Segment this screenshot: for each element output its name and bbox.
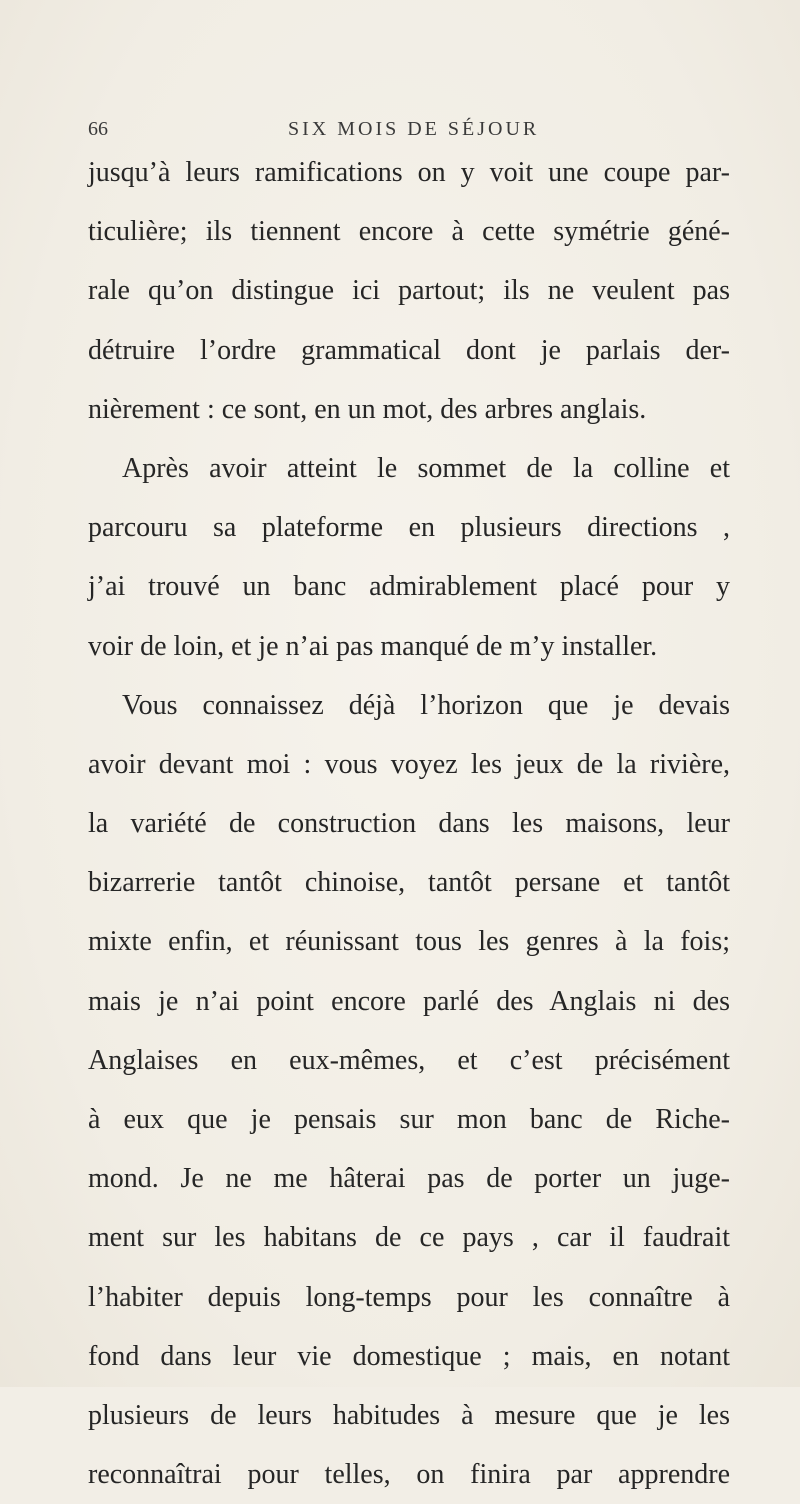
text-line: fond dans leur vie domestique ; mais, en notant (88, 1340, 730, 1372)
text-line: la variété de construction dans les maisons, leur (88, 808, 730, 840)
body-text (0, 143, 800, 1504)
text-line: à eux que je pensais sur mon banc de Riche- (88, 1104, 730, 1135)
text-line: jusqu’à leurs ramifications on y voit une coupe par- (88, 157, 730, 188)
text-line: ment sur les habitans de ce pays , car il faudrait (88, 1222, 730, 1254)
text-line: détruire l’ordre grammatical dont je parlais der- (88, 334, 730, 366)
text-line: reconnaîtrai pour telles, on finira par apprendre (88, 1459, 730, 1491)
text-line: rale qu’on distingue ici partout; ils ne veulent pas (88, 275, 730, 307)
text-line: bizarrerie tantôt chinoise, tantôt persane et tantôt (88, 867, 730, 899)
text-line: avoir devant moi : vous voyez les jeux de la rivière, (88, 748, 730, 780)
text-line: l’habiter depuis long-temps pour les connaître à (88, 1281, 730, 1313)
text-line: parcouru sa plateforme en plusieurs directions , (88, 512, 730, 544)
text-line: plusieurs de leurs habitudes à mesure que je les (88, 1399, 730, 1431)
text-line: mond. Je ne me hâterai pas de porter un juge- (88, 1163, 730, 1195)
text-line: j’ai trouvé un banc admirablement placé pour y (88, 571, 730, 603)
text-line: voir de loin, et je n’ai pas manqué de m’y installer. (88, 630, 658, 662)
text-line: nièrement : ce sont, en un mot, des arbres anglais. (88, 393, 647, 425)
text-line: Anglaises en eux-mêmes, et c’est précisément (88, 1044, 730, 1076)
running-head: SIX MOIS DE SÉJOUR (288, 118, 540, 140)
text-line: ticulière; ils tiennent encore à cette symétrie géné- (88, 216, 730, 248)
text-line: mais je n’ai point encore parlé des Anglais ni des (88, 985, 730, 1017)
paragraph-first-line: Vous connaissez déjà l’horizon que je devais (122, 689, 730, 721)
text-line: mixte enfin, et réunissant tous les genres à la fois; (88, 926, 730, 958)
page-number: 66 (88, 118, 108, 140)
paragraph-first-line: Après avoir atteint le sommet de la colline et (122, 452, 730, 484)
